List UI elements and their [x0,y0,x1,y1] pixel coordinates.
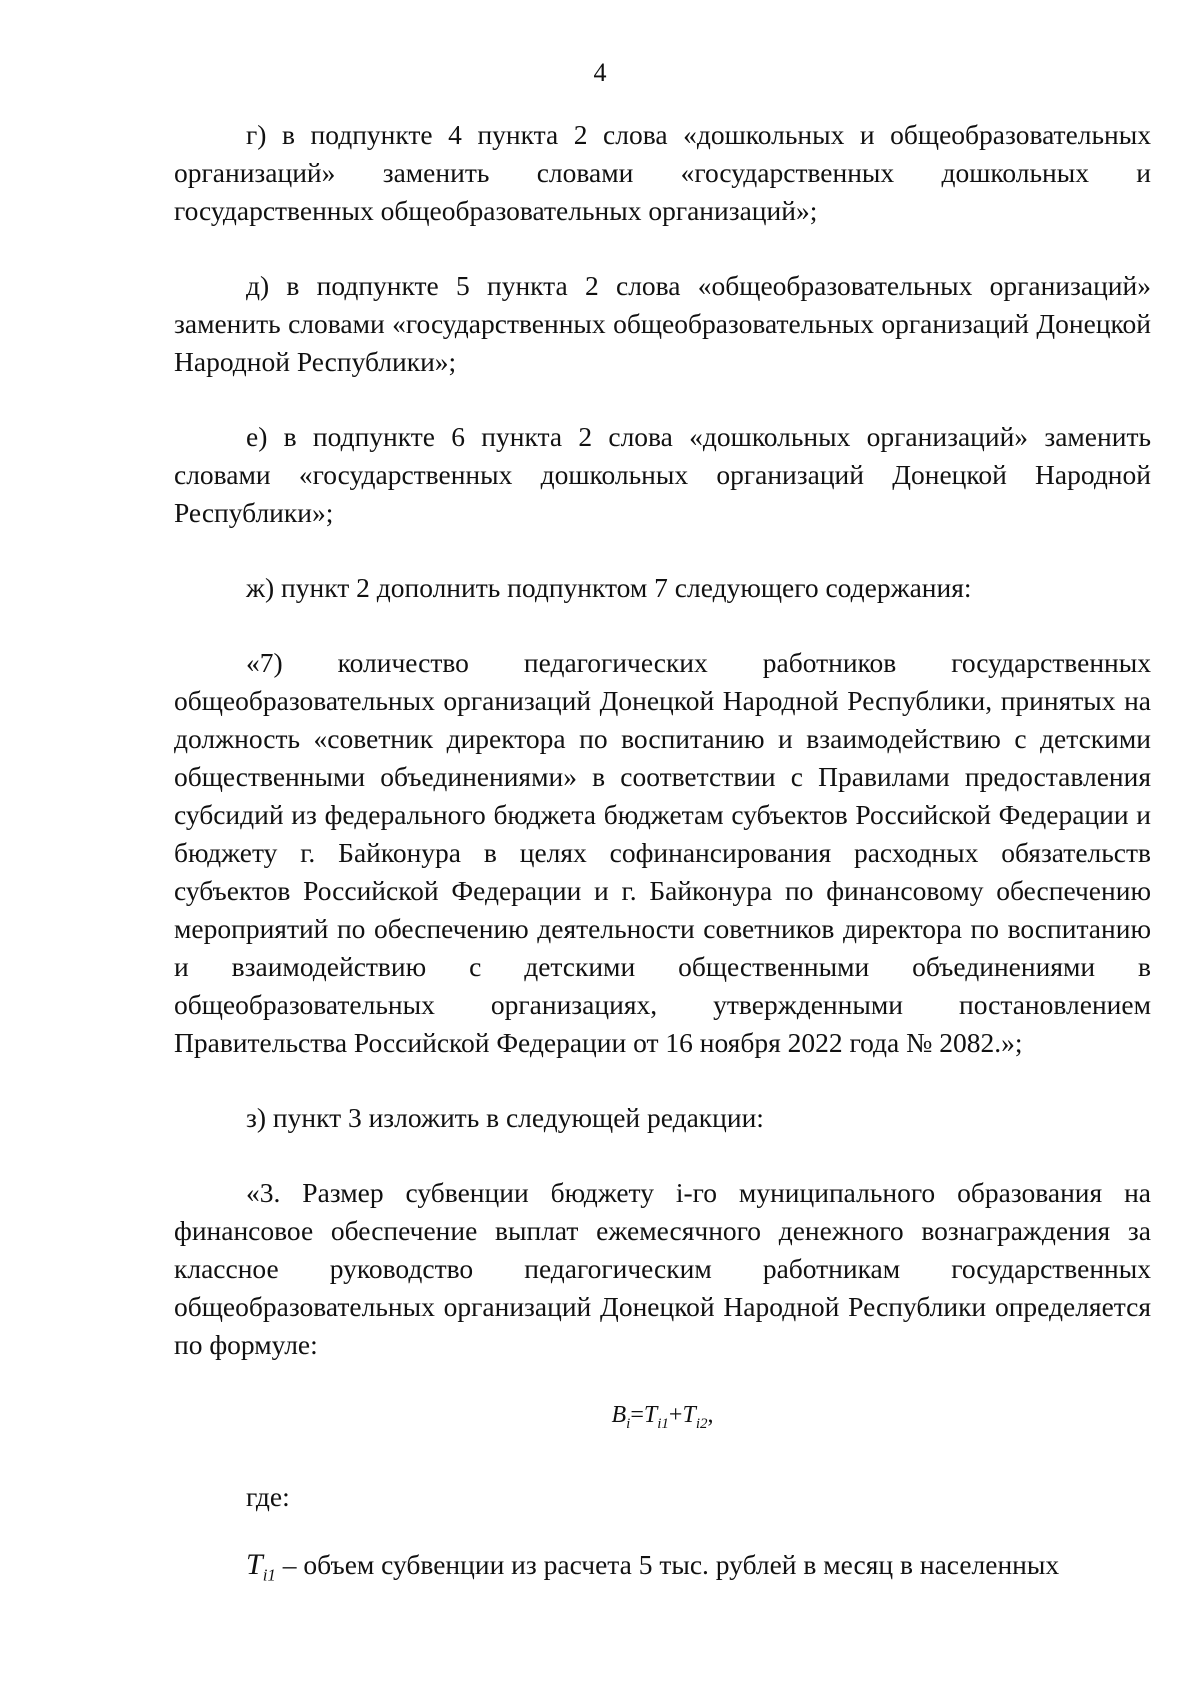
paragraph-z: з) пункт 3 изложить в следующей редакции: [246,1102,764,1133]
paragraph-subitem-7: «7) количество педагогических работников государственных общеобразовательных организаций Донецкой Народной Республики, принятых на должность «советник директора по воспитанию и взаимодействию с детскими общественными объединениями» в соответствии с Правилами предоставления субсидий из федерального бюджета бюджетам субъектов Российской Федерации и бюджету г. Байконура в целях софинансирования расходных обязательств субъектов Российской Федерации и г. Байконура по финансовому обеспечению мероприятий по обеспечению деятельности советников директора по воспитанию и взаимодействию с детскими общественными объединениями в общеобразовательных организациях, утвержденными постановлением Правительства Российской Федерации от 16 ноября 2022 года № 2082.»; [174,647,1151,1058]
t-i1-definition-text: – объем субвенции из расчета 5 тыс. рублей в месяц в населенных [275,1548,1060,1580]
paragraph-d: д) в подпункте 5 пункта 2 слова «общеобразовательных организаций» заменить словами «государственных общеобразовательных организаций Донецкой Народной Республики»; [174,270,1151,377]
page-number: 4 [593,58,607,87]
paragraph-e: е) в подпункте 6 пункта 2 слова «дошкольных организаций» заменить словами «государственных дошкольных организаций Донецкой Народной Республики»; [174,421,1151,528]
formula-lhs-sub: i [626,1415,631,1432]
formula-trailing-comma: , [707,1402,714,1428]
document-body [174,116,1151,1631]
paragraph-zh: ж) пункт 2 дополнить подпунктом 7 следующего содержания: [246,572,972,603]
formula-term-1-sub: i1 [657,1415,669,1432]
subvention-formula [174,1396,1151,1443]
t-i1-symbol: T [246,1547,263,1581]
paragraph-point-3: «3. Размер субвенции бюджету i-го муниципального образования на финансовое обеспечение выплат ежемесячного денежного вознаграждения за классное руководство педагогическим работникам государственных общеобразовательных организаций Донецкой Народной Республики определяется по формуле: [174,1177,1151,1360]
where-label: где: [246,1480,290,1512]
definition-t-i1 [174,1546,1151,1595]
formula-term-1: T [643,1402,658,1428]
formula-lhs: B [611,1402,627,1428]
formula-term-2: T [682,1402,696,1428]
formula-plus: + [668,1402,683,1428]
paragraph-g: г) в подпункте 4 пункта 2 слова «дошкольных и общеобразовательных организаций» заменить словами «государственных дошкольных и государственных общеобразовательных организаций»; [174,119,1151,226]
formula-equals: = [630,1402,644,1428]
formula-term-2-sub: i2 [695,1415,708,1432]
t-i1-symbol-sub: i1 [262,1565,276,1585]
